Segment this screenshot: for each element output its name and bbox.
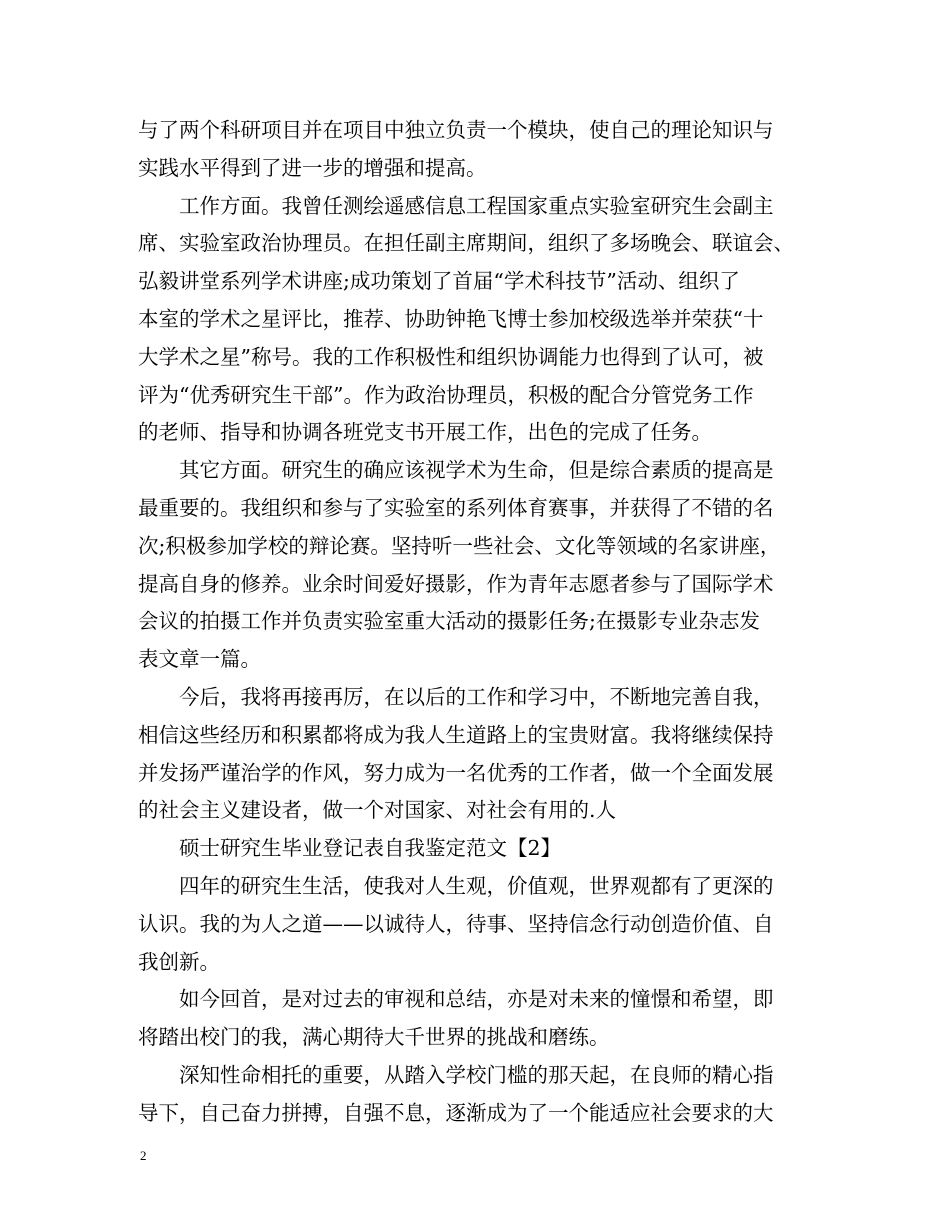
text-line: 会议的拍摄工作并负责实验室重大活动的摄影任务;在摄影专业杂志发	[138, 609, 760, 634]
text-line: 提高自身的修养。业余时间爱好摄影，作为青年志愿者参与了国际学术	[138, 571, 774, 596]
text-line: 最重要的。我组织和参与了实验室的系列体育赛事，并获得了不错的名	[138, 495, 774, 520]
text-line: 相信这些经历和积累都将成为我人生道路上的宝贵财富。我将继续保持	[138, 722, 774, 747]
text-line: 四年的研究生生活，使我对人生观，价值观，世界观都有了更深的	[179, 873, 774, 898]
text-line: 评为“优秀研究生干部”。作为政治协理员，积极的配合分管党务工作	[138, 382, 754, 407]
text-line: 次;积极参加学校的辩论赛。坚持听一些社会、文化等领域的名家讲座，	[138, 533, 781, 558]
text-line: 本室的学术之星评比，推荐、协助钟艳飞博士参加校级选举并荣获“十	[138, 306, 764, 331]
text-line: 弘毅讲堂系列学术讲座;成功策划了首届“学术科技节”活动、组织了	[138, 269, 740, 294]
text-line: 表文章一篇。	[138, 647, 261, 672]
document-body	[138, 112, 828, 1133]
text-line: 我创新。	[138, 949, 220, 974]
text-line: 其它方面。研究生的确应该视学术为生命，但是综合素质的提高是	[179, 458, 774, 483]
text-line: 深知性命相托的重要，从踏入学校门槛的那天起，在良师的精心指	[179, 1062, 774, 1087]
text-line: 工作方面。我曾任测绘遥感信息工程国家重点实验室研究生会副主	[179, 193, 774, 218]
text-line: 的老师、指导和协调各班党支书开展工作，出色的完成了任务。	[138, 420, 712, 445]
text-line: 硕士研究生毕业登记表自我鉴定范文【2】	[179, 836, 562, 861]
text-line: 实践水平得到了进一步的增强和提高。	[138, 155, 487, 180]
text-line: 将踏出校门的我，满心期待大千世界的挑战和磨练。	[138, 1025, 610, 1050]
page-number: 2	[140, 1148, 147, 1163]
text-line: 今后，我将再接再厉，在以后的工作和学习中，不断地完善自我，	[179, 684, 774, 709]
text-line: 认识。我的为人之道——以诚待人，待事、坚持信念行动创造价值、自	[138, 911, 774, 936]
text-line: 席、实验室政治协理员。在担任副主席期间，组织了多场晚会、联谊会、	[138, 231, 794, 256]
text-line: 并发扬严谨治学的作风，努力成为一名优秀的工作者，做一个全面发展	[138, 760, 774, 785]
text-line: 与了两个科研项目并在项目中独立负责一个模块，使自己的理论知识与	[138, 118, 774, 142]
text-line: 的社会主义建设者，做一个对国家、对社会有用的.人	[138, 798, 617, 823]
text-line: 如今回首，是对过去的审视和总结，亦是对未来的憧憬和希望，即	[179, 987, 774, 1012]
text-line: 大学术之星”称号。我的工作积极性和组织协调能力也得到了认可，被	[138, 344, 764, 369]
text-line: 导下，自己奋力拼搏，自强不息，逐渐成为了一个能适应社会要求的大	[138, 1100, 774, 1125]
